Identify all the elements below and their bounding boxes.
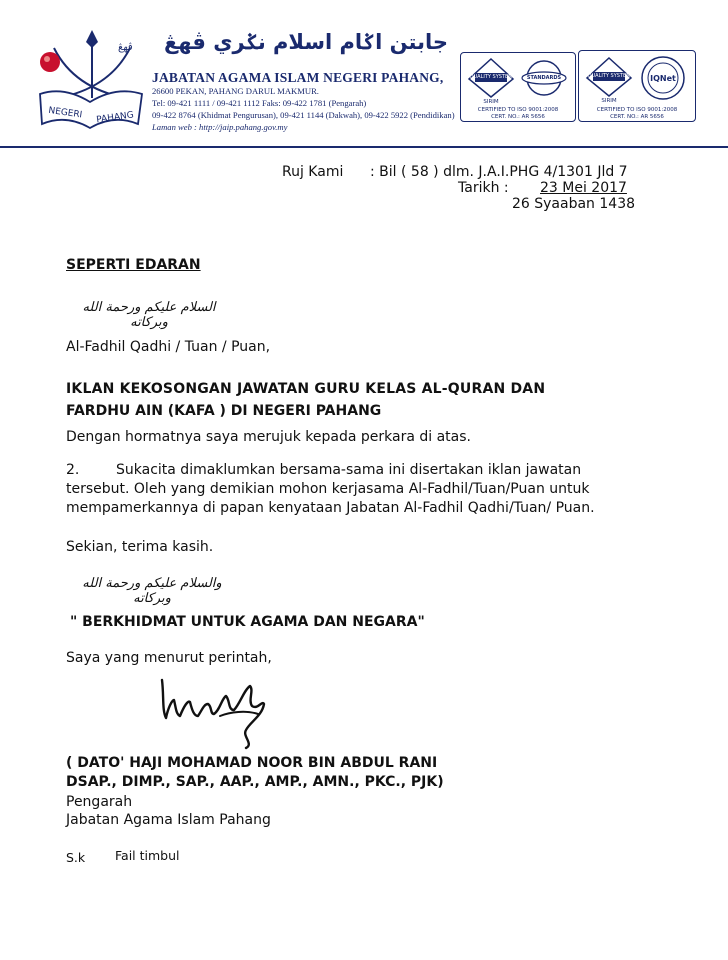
motto: " BERKHIDMAT UNTUK AGAMA DAN NEGARA" xyxy=(70,614,425,630)
salutation: Al-Fadhil Qadhi / Tuan / Puan, xyxy=(66,339,271,355)
cc-value: Fail timbul xyxy=(115,848,180,863)
arabic-greeting: السلام عليكم ورحمة الله وبركاته xyxy=(82,300,216,330)
certification-box-1 xyxy=(460,52,576,122)
cert-2-iso: CERTIFIED TO ISO 9001:2008 xyxy=(596,107,678,113)
department-address: 26600 PEKAN, PAHANG DARUL MAKMUR. xyxy=(152,86,319,96)
paragraph-2-line-3: mempamerkannya di papan kenyataan Jabatan Al-Fadhil Qadhi/Tuan/ Puan. xyxy=(66,500,595,516)
cert-1-number: CERT. NO.: AR 5656 xyxy=(491,114,545,120)
ruj-value: : Bil ( 58 ) dlm. J.A.I.PHG 4/1301 Jld 7 xyxy=(370,164,628,180)
department-phone-1: Tel: 09-421 1111 / 09-421 1112 Faks: 09-422 1781 (Pengarah) xyxy=(152,98,367,108)
sign-off: Saya yang menurut perintah, xyxy=(66,650,272,666)
tarikh-label: Tarikh : xyxy=(458,180,509,196)
department-name: JABATAN AGAMA ISLAM NEGERI PAHANG, xyxy=(152,70,444,85)
paragraph-2-line-1: Sukacita dimaklumkan bersama-sama ini disertakan iklan jawatan xyxy=(116,462,582,478)
cert-2-badge-footer: SIRIM xyxy=(601,98,617,104)
paragraph-2-line-2: tersebut. Oleh yang demikian mohon kerjasama Al-Fadhil/Tuan/Puan untuk xyxy=(66,481,590,497)
cc-label: S.k xyxy=(66,850,86,865)
cert-2-badge-label: QUALITY SYSTEM xyxy=(587,73,631,79)
signatory-titles: DSAP., DIMP., SAP., AAP., AMP., AMN., PKC., PJK) xyxy=(66,774,444,790)
paragraph-2-number: 2. xyxy=(66,462,80,478)
signatory-position: Pengarah xyxy=(66,794,133,810)
subject-line-2: FARDHU AIN (KAFA ) DI NEGERI PAHANG xyxy=(66,403,382,419)
cert-1-badge-footer: SIRIM xyxy=(483,99,499,105)
recipient-heading: SEPERTI EDARAN xyxy=(66,257,201,273)
letterhead xyxy=(0,0,728,150)
subject-line-1: IKLAN KEKOSONGAN JAWATAN GURU KELAS AL-QURAN DAN xyxy=(66,381,546,397)
cert-2-number: CERT. NO.: AR 5656 xyxy=(610,114,664,120)
certification-box-2 xyxy=(578,50,696,122)
closing: Sekian, terima kasih. xyxy=(66,539,214,555)
cert-1-badge-2-label: STANDARDS xyxy=(526,75,562,81)
crest-banner-right: PAHANG xyxy=(95,110,135,126)
hijri-date: 26 Syaaban 1438 xyxy=(512,196,636,212)
paragraph-1: Dengan hormatnya saya merujuk kepada perkara di atas. xyxy=(66,429,471,445)
cert-2-badge-2-label: IQNet xyxy=(650,74,676,83)
signatory-department: Jabatan Agama Islam Pahang xyxy=(66,812,271,828)
crest-script: ڤهڠ xyxy=(118,42,133,53)
header-divider xyxy=(0,146,728,148)
signatory-name: ( DATO' HAJI MOHAMAD NOOR BIN ABDUL RANI xyxy=(66,755,438,771)
department-phone-2: 09-422 8764 (Khidmat Pengurusan), 09-421 1144 (Dakwah), 09-422 5922 (Pendidikan) xyxy=(152,110,455,120)
arabic-closing: والسلام عليكم ورحمة الله وبركاته xyxy=(82,576,222,606)
state-crest-icon xyxy=(34,28,146,136)
cert-1-badge-label: QUALITY SYSTEM xyxy=(469,74,513,80)
handwritten-signature xyxy=(150,670,280,750)
cert-1-iso: CERTIFIED TO ISO 9001:2008 xyxy=(477,107,559,113)
department-website: Laman web : http://jaip.pahang.gov.my xyxy=(152,122,288,132)
arabic-department-name: جابتن اݢام اسلام نݢري ڤهڠ xyxy=(163,30,448,54)
tarikh-value: 23 Mei 2017 xyxy=(540,180,627,196)
crest-banner-left: NEGERI xyxy=(47,105,83,121)
ruj-label: Ruj Kami xyxy=(282,164,344,180)
